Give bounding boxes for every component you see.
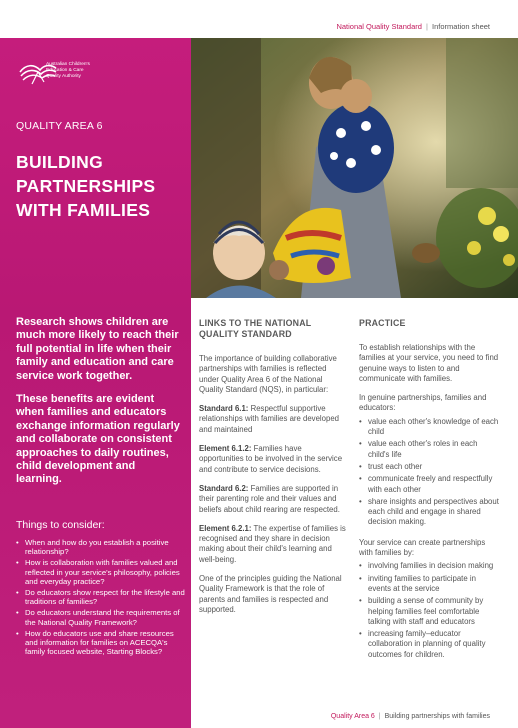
standard-text: Respectful supportive relationships with families are developed and maintained: [199, 404, 339, 434]
header-type: Information sheet: [432, 22, 490, 31]
family-photo: [191, 38, 518, 298]
list-item: • Do educators understand the requirements of the National Quality Framework?: [16, 608, 186, 626]
practice-list: [359, 561, 499, 660]
logo-line: Quality Authority: [46, 74, 81, 79]
header-separator: |: [426, 22, 428, 31]
page-header: [336, 22, 490, 31]
standard-label: Standard 6.2:: [199, 483, 249, 493]
links-heading: LINKS TO THE NATIONAL QUALITY STANDARD: [199, 318, 312, 339]
list-item: • Do educators show respect for the lifestyle and traditions of families?: [16, 588, 186, 606]
links-intro: The importance of building collaborative partnerships with families is reflected under Quality Area 6 of the National Quality Standard (NQS), in particular:: [199, 354, 337, 394]
title-line: PARTNERSHIPS: [16, 176, 156, 196]
list-item: • increasing family–educator collaboration in planning of quality outcomes for children.: [359, 629, 499, 660]
standard-text: Families are supported in their parenting role and their values and beliefs about child rearing are respected.: [199, 483, 340, 514]
links-column: [199, 318, 347, 624]
list-item: • value each other's knowledge of each child: [359, 417, 499, 438]
header-title: National Quality Standard: [336, 22, 422, 31]
list-item: • building a sense of community by helping families feel comfortable talking with staff and educators: [359, 596, 499, 627]
practice-heading: PRACTICE: [359, 318, 406, 328]
practice-column: [359, 318, 499, 670]
quality-area-label: QUALITY AREA 6: [16, 120, 103, 132]
intro-paragraph: Research shows children are much more likely to reach their full potential in life when their family and education and care service work together.: [16, 316, 179, 382]
list-item: • involving families in decision making: [359, 561, 499, 571]
practice-list: [359, 417, 499, 528]
list-item: • How is collaboration with families valued and reflected in your service's philosophy, policies and everyday practice?: [16, 558, 186, 586]
footer-title: Building partnerships with families: [384, 713, 490, 720]
things-to-consider: [16, 519, 186, 658]
list-item: • share insights and perspectives about each child and engage in shared decision making.: [359, 497, 499, 528]
page-footer: [331, 713, 490, 720]
standard-label: Element 6.1.2:: [199, 444, 252, 454]
standard-item: [199, 484, 347, 515]
logo-line: Education & Care: [46, 68, 84, 73]
logo-line: Australian Children's: [46, 62, 90, 67]
intro-paragraph: These benefits are evident when families and educators exchange information regularly and collaborate on consistent approaches to daily routines, child development and learning.: [16, 393, 180, 486]
standard-label: Element 6.2.1:: [199, 523, 252, 533]
standard-item: [199, 404, 347, 435]
consider-list: [16, 538, 186, 656]
page-title: [16, 150, 155, 222]
logo-wordmark: [46, 62, 126, 80]
list-item: • trust each other: [359, 462, 499, 472]
footer-separator: |: [378, 713, 381, 720]
title-line: WITH FAMILIES: [16, 200, 151, 220]
standard-text: The expertise of families is recognised and they share in decision making about their child's learning and well-being.: [199, 523, 346, 564]
list-item: • communicate freely and respectfully with each other: [359, 474, 499, 495]
standard-text: Families have opportunities to be involved in the service and contribute to service decisions.: [199, 444, 343, 474]
practice-list-intro: In genuine partnerships, families and educators:: [359, 393, 487, 413]
practice-intro: To establish relationships with the families at your service, you need to find genuine ways to listen to and communicate with families.: [359, 343, 499, 383]
consider-heading: Things to consider:: [16, 519, 105, 531]
standard-label: Standard 6.1:: [199, 404, 249, 414]
list-item: • value each other's roles in each child's life: [359, 439, 499, 460]
list-item: • inviting families to participate in events at the service: [359, 574, 499, 595]
footer-area: Quality Area 6: [330, 713, 375, 720]
standard-item: [199, 524, 347, 565]
list-item: • How do educators use and share resources and information for families on ACECQA's family focused website, Starting Blocks?: [16, 629, 186, 657]
practice-list-intro: Your service can create partnerships with families by:: [359, 537, 486, 558]
standard-item: [199, 444, 347, 475]
list-item: • When and how do you establish a positive relationship?: [16, 538, 186, 556]
title-line: BUILDING: [16, 152, 103, 172]
intro-text: [16, 316, 184, 497]
links-closing: One of the principles guiding the National Quality Framework is that the role of parents and families is respected and supported.: [199, 574, 342, 614]
